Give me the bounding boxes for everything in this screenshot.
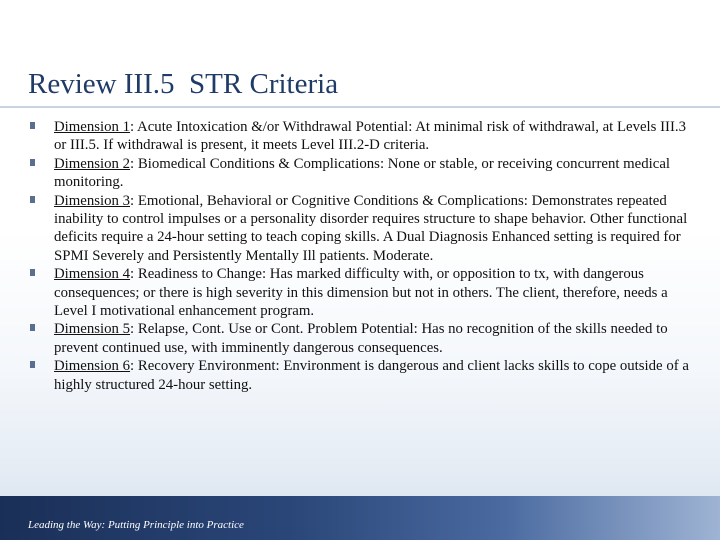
dimension-text: : Acute Intoxication &/or Withdrawal Potential: At minimal risk of withdrawal, at Levels III.3 or III.5. If withdrawal is present, it meets Level III.2-D criteria.: [54, 119, 686, 154]
dimension-label: Dimension 3: [54, 192, 131, 209]
square-bullet-icon: [30, 196, 35, 203]
dimension-label: Dimension 5: [54, 321, 131, 338]
list-item: [30, 118, 690, 155]
footer-tagline: Leading the Way: Putting Principle into Practice: [28, 519, 244, 531]
square-bullet-icon: [30, 269, 35, 276]
list-item: [30, 357, 690, 394]
dimension-text: : Readiness to Change: Has marked difficulty with, or opposition to tx, with dangerous consequences; or there is high severity in this dimension but not in others. The client, therefore, needs a Level I motivational enhancement program.: [54, 266, 668, 320]
footer-band: [0, 496, 720, 540]
dimension-label: Dimension 6: [54, 358, 131, 375]
list-item: [30, 320, 690, 357]
dimension-text: : Emotional, Behavioral or Cognitive Conditions & Complications: Demonstrates repeated inability to control impulses or a personality disorder requires structure to shape behavior. Other functional deficits require a 24-hour setting to teach coping skills. A Dual Diagnosis Enhanced setting is required for SPMI Severely and Persistently Mentally Ill patients. Moderate.: [54, 192, 688, 264]
dimension-label: Dimension 4: [54, 266, 131, 283]
slide-title: Review III.5 STR Criteria: [28, 68, 339, 100]
dimension-label: Dimension 1: [54, 119, 131, 135]
square-bullet-icon: [30, 361, 35, 368]
bullet-list: [30, 118, 690, 394]
list-item: [30, 192, 690, 266]
square-bullet-icon: [30, 122, 35, 129]
dimension-text: : Biomedical Conditions & Complications: None or stable, or receiving concurrent medical monitoring.: [54, 155, 671, 191]
square-bullet-icon: [30, 324, 35, 331]
list-item: [30, 265, 690, 320]
dimension-label: Dimension 2: [54, 155, 131, 172]
square-bullet-icon: [30, 159, 35, 166]
title-divider: [0, 106, 720, 108]
dimension-text: : Relapse, Cont. Use or Cont. Problem Potential: Has no recognition of the skills needed to prevent continued use, with imminently dangerous consequences.: [54, 321, 668, 356]
dimension-text: : Recovery Environment: Environment is dangerous and client lacks skills to cope outside of a highly structured 24-hour setting.: [54, 358, 689, 393]
list-item: [30, 155, 690, 192]
